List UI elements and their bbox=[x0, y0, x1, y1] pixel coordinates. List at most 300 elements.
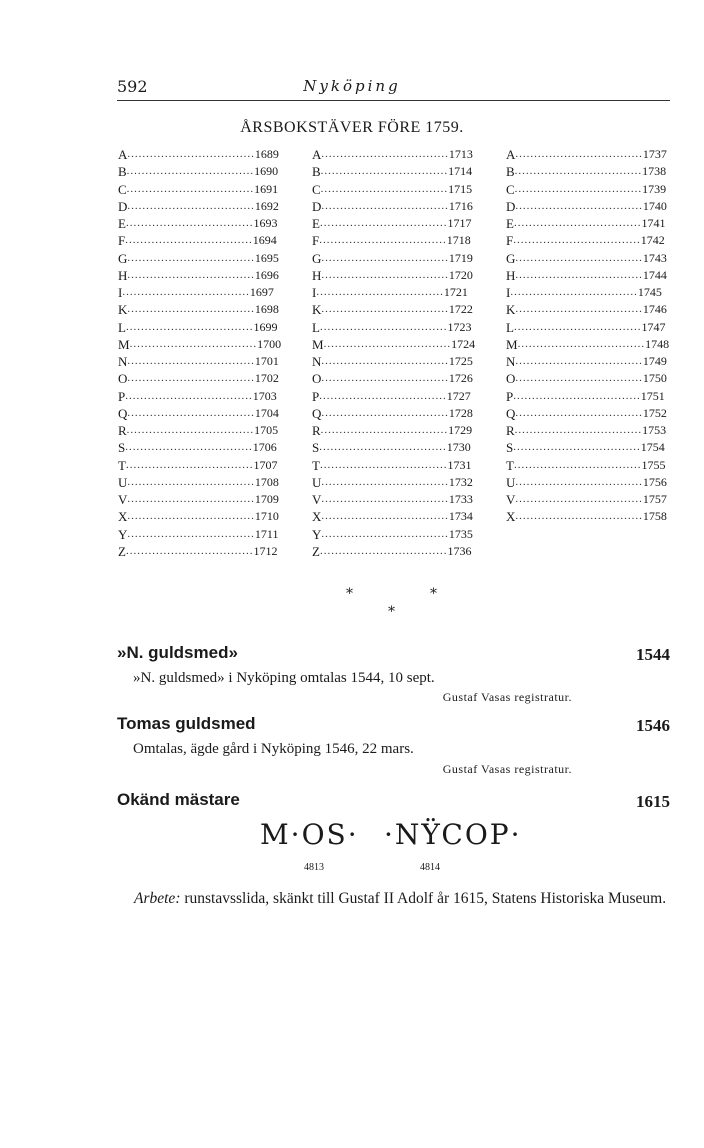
leader-dots: .................................. bbox=[127, 372, 255, 385]
table-row bbox=[118, 388, 277, 405]
leader-dots: .................................. bbox=[127, 510, 255, 523]
leader-dots: .................................. bbox=[321, 251, 449, 264]
year-letter: Y bbox=[312, 526, 322, 542]
year-letter: Q bbox=[506, 405, 516, 421]
year-value: 1746 bbox=[642, 302, 667, 317]
page-number: 592 bbox=[117, 77, 148, 96]
year-value: 1709 bbox=[254, 492, 279, 506]
leader-dots: .................................. bbox=[122, 286, 250, 298]
year-letter: C bbox=[312, 181, 321, 197]
mark-number-1: 4813 bbox=[304, 862, 324, 873]
entry-year-3: 1615 bbox=[636, 792, 670, 811]
year-letter: H bbox=[312, 267, 322, 283]
year-letter: L bbox=[312, 319, 320, 335]
year-value: 1742 bbox=[640, 233, 665, 248]
year-letter: R bbox=[506, 423, 515, 438]
leader-dots: .................................. bbox=[515, 355, 643, 367]
year-value: 1718 bbox=[446, 233, 471, 248]
table-row bbox=[506, 301, 667, 318]
table-row bbox=[312, 491, 473, 508]
year-value: 1695 bbox=[254, 250, 279, 265]
table-row bbox=[118, 301, 279, 318]
leader-dots: .................................. bbox=[127, 475, 255, 488]
year-letter: G bbox=[118, 250, 128, 266]
year-letter: Q bbox=[312, 405, 322, 421]
leader-dots: .................................. bbox=[515, 475, 643, 488]
leader-dots: .................................. bbox=[127, 406, 255, 419]
entry-text-2: Omtalas, ägde gård i Nyköping 1546, 22 mars. bbox=[133, 741, 414, 757]
table-row bbox=[506, 388, 665, 405]
year-letter: B bbox=[506, 164, 515, 180]
table-row bbox=[118, 543, 278, 560]
year-letter: I bbox=[506, 285, 511, 300]
year-letter: V bbox=[506, 492, 516, 507]
table-row bbox=[312, 543, 472, 560]
table-row bbox=[312, 422, 473, 439]
leader-dots: .................................. bbox=[127, 527, 255, 540]
leader-dots: .................................. bbox=[127, 268, 255, 281]
year-value: 1716 bbox=[448, 198, 473, 213]
year-value: 1748 bbox=[645, 336, 670, 351]
year-value: 1729 bbox=[448, 423, 473, 437]
table-row bbox=[312, 508, 473, 525]
year-value: 1745 bbox=[637, 285, 662, 299]
year-letter: Z bbox=[312, 543, 320, 559]
year-value: 1730 bbox=[446, 440, 471, 455]
table-row bbox=[312, 336, 476, 353]
year-letter: P bbox=[506, 388, 514, 404]
table-row bbox=[312, 284, 468, 301]
leader-dots: .................................. bbox=[127, 148, 255, 160]
leader-dots: .................................. bbox=[126, 424, 255, 436]
year-value: 1726 bbox=[448, 371, 473, 386]
year-value: 1715 bbox=[448, 181, 473, 196]
entry-text-1: »N. guldsmed» i Nyköping omtalas 1544, 10 sept. bbox=[133, 670, 435, 686]
year-value: 1720 bbox=[448, 267, 473, 282]
year-value: 1740 bbox=[642, 198, 667, 213]
year-value: 1693 bbox=[253, 216, 278, 230]
year-value: 1753 bbox=[642, 423, 667, 437]
year-value: 1708 bbox=[254, 474, 279, 489]
leader-dots: .................................. bbox=[125, 458, 254, 471]
year-letter: I bbox=[118, 285, 123, 300]
year-value: 1732 bbox=[448, 474, 473, 489]
table-row bbox=[506, 474, 667, 491]
leader-dots: .................................. bbox=[125, 320, 254, 333]
separator-star-3: * bbox=[388, 604, 395, 620]
year-letter: S bbox=[118, 440, 126, 456]
leader-dots: .................................. bbox=[515, 406, 643, 419]
leader-dots: .................................. bbox=[321, 199, 449, 212]
table-row bbox=[312, 181, 473, 198]
year-letter: E bbox=[118, 216, 126, 231]
year-value: 1719 bbox=[448, 250, 473, 265]
table-row bbox=[312, 457, 472, 474]
year-value: 1739 bbox=[642, 181, 667, 196]
table-row bbox=[312, 250, 473, 267]
year-value: 1698 bbox=[254, 302, 279, 317]
separator-star-2: * bbox=[430, 586, 437, 602]
leader-dots: .................................. bbox=[125, 234, 253, 247]
entry-year-2: 1546 bbox=[636, 716, 670, 735]
leader-dots: .................................. bbox=[514, 424, 643, 436]
table-row bbox=[312, 301, 473, 318]
running-title: Nyköping bbox=[303, 77, 401, 95]
table-row bbox=[312, 267, 473, 284]
year-letter: T bbox=[506, 457, 514, 473]
year-letter: N bbox=[312, 354, 322, 369]
table-row bbox=[506, 457, 666, 474]
table-row bbox=[118, 284, 274, 301]
year-value: 1707 bbox=[253, 457, 278, 472]
leader-dots: .................................. bbox=[513, 458, 642, 471]
year-value: 1741 bbox=[641, 216, 666, 230]
year-letter: F bbox=[506, 233, 514, 249]
year-value: 1757 bbox=[642, 492, 667, 506]
leader-dots: .................................. bbox=[125, 544, 254, 557]
year-letter: P bbox=[312, 388, 320, 404]
work-description bbox=[117, 888, 677, 909]
leader-dots: .................................. bbox=[319, 234, 447, 247]
table-row bbox=[118, 250, 279, 267]
year-letter: K bbox=[506, 302, 516, 318]
year-letter: Y bbox=[118, 526, 128, 542]
leader-dots: .................................. bbox=[321, 475, 449, 488]
leader-dots: .................................. bbox=[321, 355, 449, 367]
entry-source-2: Gustaf Vasas registratur. bbox=[442, 762, 572, 776]
year-letter: N bbox=[506, 354, 516, 369]
year-letter: K bbox=[312, 302, 322, 318]
leader-dots: .................................. bbox=[321, 527, 449, 540]
year-value: 1717 bbox=[447, 216, 472, 230]
table-row bbox=[506, 422, 667, 439]
leader-dots: .................................. bbox=[321, 148, 449, 160]
year-value: 1728 bbox=[448, 405, 473, 420]
table-row bbox=[506, 405, 667, 422]
year-letter: E bbox=[506, 216, 514, 231]
year-letter: U bbox=[312, 474, 322, 490]
year-letter: T bbox=[312, 457, 320, 473]
leader-dots: .................................. bbox=[125, 441, 253, 454]
table-row bbox=[312, 146, 473, 163]
table-row bbox=[506, 491, 667, 508]
table-row bbox=[312, 388, 471, 405]
leader-dots: .................................. bbox=[321, 406, 449, 419]
year-letter: B bbox=[118, 164, 127, 180]
leader-dots: .................................. bbox=[513, 234, 641, 247]
year-letter: R bbox=[118, 423, 127, 438]
work-label: Arbete: bbox=[134, 890, 181, 907]
leader-dots: .................................. bbox=[319, 320, 448, 333]
table-row bbox=[118, 474, 279, 491]
leader-dots: .................................. bbox=[316, 286, 444, 298]
year-letter: A bbox=[118, 147, 128, 162]
year-value: 1691 bbox=[254, 181, 279, 196]
year-letter: M bbox=[312, 336, 324, 352]
table-row bbox=[118, 370, 279, 387]
leader-dots: .................................. bbox=[321, 303, 449, 316]
leader-dots: .................................. bbox=[319, 458, 448, 471]
year-letter: O bbox=[506, 371, 516, 387]
table-row bbox=[506, 163, 667, 180]
year-value: 1736 bbox=[447, 543, 472, 558]
mark-number-2: 4814 bbox=[420, 862, 440, 873]
header-rule bbox=[117, 100, 670, 101]
year-value: 1733 bbox=[448, 492, 473, 506]
table-row bbox=[506, 215, 666, 232]
year-letter: R bbox=[312, 423, 321, 438]
year-value: 1712 bbox=[253, 543, 278, 558]
table-row bbox=[506, 508, 667, 525]
entry-name-2: Tomas guldsmed bbox=[117, 714, 256, 733]
year-value: 1743 bbox=[642, 250, 667, 265]
year-value: 1737 bbox=[642, 147, 667, 161]
year-letter: O bbox=[118, 371, 128, 387]
leader-dots: .................................. bbox=[127, 251, 255, 264]
year-value: 1699 bbox=[253, 319, 278, 334]
table-row bbox=[118, 215, 278, 232]
year-value: 1752 bbox=[642, 405, 667, 420]
table-column-3 bbox=[506, 146, 670, 526]
leader-dots: .................................. bbox=[321, 510, 449, 523]
table-row bbox=[118, 267, 279, 284]
entry-name-3: Okänd mästare bbox=[117, 790, 240, 809]
entry-year-1: 1544 bbox=[636, 645, 670, 664]
leader-dots: .................................. bbox=[320, 165, 449, 178]
table-row bbox=[506, 146, 667, 163]
leader-dots: .................................. bbox=[514, 182, 643, 195]
maker-mark-2: ·NŸCOP· bbox=[384, 818, 522, 851]
table-row bbox=[506, 181, 667, 198]
year-letter: K bbox=[118, 302, 128, 318]
year-letter: L bbox=[118, 319, 126, 335]
table-row bbox=[312, 474, 473, 491]
leader-dots: .................................. bbox=[320, 424, 449, 436]
table-row bbox=[118, 491, 279, 508]
leader-dots: .................................. bbox=[125, 217, 254, 229]
table-row bbox=[312, 353, 473, 370]
leader-dots: .................................. bbox=[513, 217, 642, 229]
year-value: 1755 bbox=[641, 457, 666, 472]
year-letter: C bbox=[118, 181, 127, 197]
leader-dots: .................................. bbox=[319, 544, 448, 557]
table-row bbox=[506, 439, 665, 456]
year-value: 1758 bbox=[642, 509, 667, 524]
year-value: 1705 bbox=[254, 423, 279, 437]
table-row bbox=[312, 526, 473, 543]
table-row bbox=[506, 232, 665, 249]
leader-dots: .................................. bbox=[323, 337, 452, 350]
year-letter: U bbox=[118, 474, 128, 490]
year-value: 1694 bbox=[252, 233, 277, 248]
year-value: 1723 bbox=[447, 319, 472, 334]
table-row bbox=[312, 215, 472, 232]
year-letter: S bbox=[506, 440, 514, 456]
year-letter: N bbox=[118, 354, 128, 369]
table-column-2 bbox=[312, 146, 476, 560]
leader-dots: .................................. bbox=[515, 251, 643, 264]
table-row bbox=[118, 319, 278, 336]
leader-dots: .................................. bbox=[515, 493, 643, 505]
table-row bbox=[312, 198, 473, 215]
leader-dots: .................................. bbox=[126, 182, 255, 195]
year-letter: X bbox=[118, 509, 128, 525]
year-letter: G bbox=[312, 250, 322, 266]
table-row bbox=[118, 336, 282, 353]
year-letter: V bbox=[118, 492, 128, 507]
year-value: 1724 bbox=[451, 336, 476, 351]
year-letter: M bbox=[506, 336, 518, 352]
leader-dots: .................................. bbox=[517, 337, 646, 350]
leader-dots: .................................. bbox=[127, 493, 255, 505]
year-letter: B bbox=[312, 164, 321, 180]
leader-dots: .................................. bbox=[321, 493, 449, 505]
year-letter: A bbox=[312, 147, 322, 162]
table-row bbox=[118, 163, 279, 180]
year-value: 1692 bbox=[254, 198, 279, 213]
table-row bbox=[118, 457, 278, 474]
table-row bbox=[312, 319, 472, 336]
year-value: 1700 bbox=[257, 336, 282, 351]
leader-dots: .................................. bbox=[321, 372, 449, 385]
year-value: 1696 bbox=[254, 267, 279, 282]
year-value: 1704 bbox=[254, 405, 279, 420]
leader-dots: .................................. bbox=[125, 389, 253, 402]
table-row bbox=[118, 146, 279, 163]
year-letter: F bbox=[312, 233, 320, 249]
year-letter: U bbox=[506, 474, 516, 490]
leader-dots: .................................. bbox=[513, 441, 641, 454]
year-value: 1702 bbox=[254, 371, 279, 386]
year-value: 1735 bbox=[448, 526, 473, 541]
entry-name-1: »N. guldsmed» bbox=[117, 643, 238, 662]
year-letter: F bbox=[118, 233, 126, 249]
leader-dots: .................................. bbox=[319, 441, 447, 454]
table-row bbox=[506, 284, 662, 301]
year-letter: H bbox=[118, 267, 128, 283]
table-row bbox=[118, 181, 279, 198]
leader-dots: .................................. bbox=[319, 217, 448, 229]
leader-dots: .................................. bbox=[515, 372, 643, 385]
year-value: 1701 bbox=[254, 354, 279, 368]
year-value: 1751 bbox=[640, 388, 665, 403]
leader-dots: .................................. bbox=[515, 148, 643, 160]
year-value: 1697 bbox=[249, 285, 274, 299]
year-letter: H bbox=[506, 267, 516, 283]
table-column-1 bbox=[118, 146, 282, 560]
year-value: 1689 bbox=[254, 147, 279, 161]
year-letter: X bbox=[312, 509, 322, 525]
table-row bbox=[506, 319, 666, 336]
year-letter: O bbox=[312, 371, 322, 387]
table-title: ÅRSBOKSTÄVER FÖRE 1759. bbox=[240, 119, 464, 136]
year-value: 1721 bbox=[443, 285, 468, 299]
leader-dots: .................................. bbox=[515, 510, 643, 523]
year-value: 1706 bbox=[252, 440, 277, 455]
year-letter: Q bbox=[118, 405, 128, 421]
leader-dots: .................................. bbox=[127, 199, 255, 212]
entry-source-1: Gustaf Vasas registratur. bbox=[442, 690, 572, 704]
table-row bbox=[312, 232, 471, 249]
year-value: 1749 bbox=[642, 354, 667, 368]
year-letter: C bbox=[506, 181, 515, 197]
year-value: 1731 bbox=[447, 457, 472, 472]
leader-dots: .................................. bbox=[510, 286, 638, 298]
maker-mark-1: M·OS· bbox=[260, 818, 359, 851]
year-letter: D bbox=[118, 198, 128, 214]
table-row bbox=[118, 526, 279, 543]
leader-dots: .................................. bbox=[319, 389, 447, 402]
year-letter: A bbox=[506, 147, 516, 162]
year-letter: P bbox=[118, 388, 126, 404]
leader-dots: .................................. bbox=[513, 320, 642, 333]
year-letter: D bbox=[506, 198, 516, 214]
table-row bbox=[312, 405, 473, 422]
table-row bbox=[312, 439, 471, 456]
table-row bbox=[312, 370, 473, 387]
year-letter: T bbox=[118, 457, 126, 473]
leader-dots: .................................. bbox=[515, 303, 643, 316]
year-letter: G bbox=[506, 250, 516, 266]
table-row bbox=[506, 370, 667, 387]
leader-dots: .................................. bbox=[127, 303, 255, 316]
leader-dots: .................................. bbox=[127, 355, 255, 367]
year-letter: V bbox=[312, 492, 322, 507]
year-letter: L bbox=[506, 319, 514, 335]
table-row bbox=[118, 353, 279, 370]
leader-dots: .................................. bbox=[126, 165, 255, 178]
year-value: 1754 bbox=[640, 440, 665, 455]
table-row bbox=[118, 232, 277, 249]
year-letter: X bbox=[506, 509, 516, 525]
year-value: 1690 bbox=[254, 164, 279, 179]
leader-dots: .................................. bbox=[321, 268, 449, 281]
year-value: 1738 bbox=[642, 164, 667, 179]
year-value: 1734 bbox=[448, 509, 473, 524]
year-value: 1747 bbox=[641, 319, 666, 334]
leader-dots: .................................. bbox=[129, 337, 258, 350]
table-row bbox=[506, 198, 667, 215]
year-value: 1744 bbox=[642, 267, 667, 282]
leader-dots: .................................. bbox=[513, 389, 641, 402]
year-value: 1711 bbox=[254, 526, 279, 541]
table-row bbox=[118, 198, 279, 215]
year-value: 1750 bbox=[642, 371, 667, 386]
leader-dots: .................................. bbox=[515, 268, 643, 281]
table-row bbox=[506, 353, 667, 370]
leader-dots: .................................. bbox=[320, 182, 449, 195]
table-row bbox=[118, 508, 279, 525]
year-letter: Z bbox=[118, 543, 126, 559]
table-row bbox=[312, 163, 473, 180]
year-letter: S bbox=[312, 440, 320, 456]
table-row bbox=[506, 250, 667, 267]
year-value: 1710 bbox=[254, 509, 279, 524]
table-row bbox=[118, 439, 277, 456]
table-row bbox=[118, 405, 279, 422]
table-row bbox=[506, 267, 667, 284]
work-text: runstavsslida, skänkt till Gustaf II Adolf år 1615, Statens Historiska Museum. bbox=[180, 890, 667, 907]
table-row bbox=[118, 422, 279, 439]
year-value: 1713 bbox=[448, 147, 473, 161]
leader-dots: .................................. bbox=[515, 199, 643, 212]
year-value: 1727 bbox=[446, 388, 471, 403]
year-letter: E bbox=[312, 216, 320, 231]
year-value: 1722 bbox=[448, 302, 473, 317]
year-value: 1703 bbox=[252, 388, 277, 403]
year-value: 1725 bbox=[448, 354, 473, 368]
leader-dots: .................................. bbox=[514, 165, 643, 178]
